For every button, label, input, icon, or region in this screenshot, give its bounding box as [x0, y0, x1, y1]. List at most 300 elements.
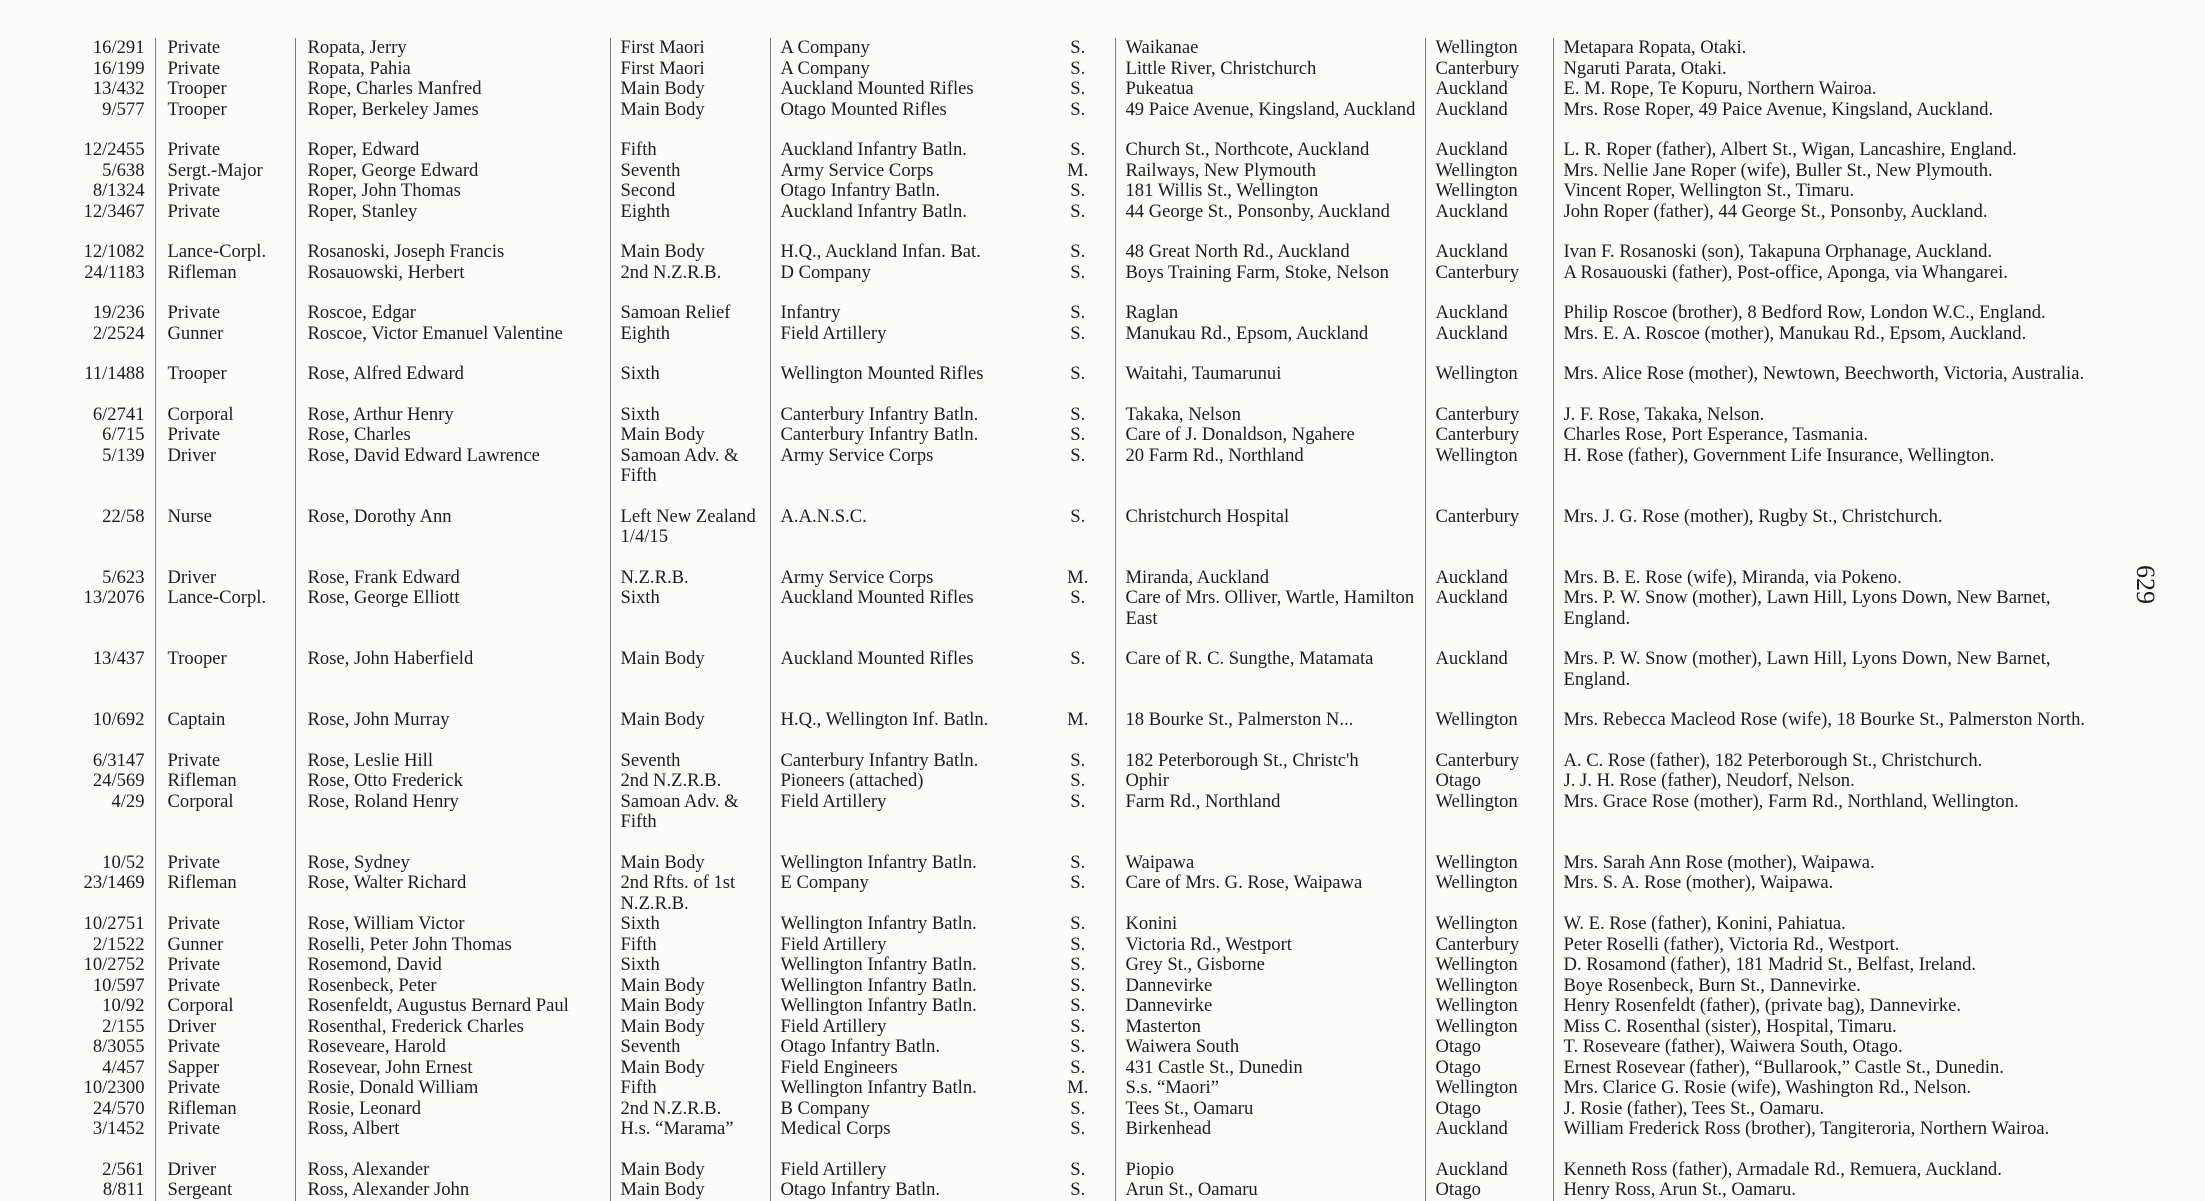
unit: B Company — [770, 1099, 1045, 1120]
soldier-name: Roper, Berkeley James — [295, 100, 610, 121]
rank: Private — [155, 955, 295, 976]
embarkation-unit: Samoan Adv. & Fifth — [610, 446, 770, 487]
rank: Rifleman — [155, 771, 295, 792]
last-address: 49 Paice Avenue, Kingsland, Auckland — [1115, 100, 1425, 121]
next-of-kin: J. J. H. Rose (father), Neudorf, Nelson. — [1553, 771, 2113, 792]
last-address: 181 Willis St., Wellington — [1115, 181, 1425, 202]
district: Wellington — [1425, 792, 1553, 833]
district: Canterbury — [1425, 425, 1553, 446]
soldier-name: Ropata, Jerry — [295, 38, 610, 59]
service-number: 12/3467 — [83, 201, 145, 222]
marital-status: S. — [1070, 262, 1086, 283]
roll-row — [55, 914, 2113, 935]
marital-status: S. — [1070, 445, 1086, 466]
marital-status: S. — [1070, 505, 1086, 527]
service-number: 5/623 — [102, 566, 145, 588]
soldier-name: Rosemond, David — [295, 955, 610, 976]
unit: Medical Corps — [770, 1119, 1045, 1140]
embarkation-unit: First Maori — [610, 38, 770, 59]
roll-row — [55, 996, 2113, 1017]
rank: Private — [155, 976, 295, 997]
marital-status: S. — [1070, 201, 1086, 222]
service-number: 2/2524 — [92, 323, 145, 344]
service-number: 2/1522 — [92, 934, 145, 955]
last-address: Raglan — [1115, 283, 1425, 324]
rank: Sergeant — [155, 1180, 295, 1201]
embarkation-unit: 2nd N.Z.R.B. — [610, 263, 770, 284]
roll-row — [55, 1119, 2113, 1140]
roll-row — [55, 79, 2113, 100]
last-address: Waiwera South — [1115, 1037, 1425, 1058]
roll-row — [55, 120, 2113, 161]
soldier-name: Rosenthal, Frederick Charles — [295, 1017, 610, 1038]
service-number: 6/2741 — [92, 403, 145, 425]
unit: Wellington Infantry Batln. — [770, 914, 1045, 935]
roll-body — [55, 38, 2113, 1201]
rank: Corporal — [155, 996, 295, 1017]
rank: Private — [155, 59, 295, 80]
district: Auckland — [1425, 629, 1553, 690]
district: Canterbury — [1425, 59, 1553, 80]
marital-status: S. — [1070, 1158, 1086, 1180]
last-address: Railways, New Plymouth — [1115, 161, 1425, 182]
rank: Driver — [155, 1017, 295, 1038]
embarkation-unit: Eighth — [610, 324, 770, 345]
last-address: Victoria Rd., Westport — [1115, 935, 1425, 956]
next-of-kin: Metapara Ropata, Otaki. — [1553, 38, 2113, 59]
service-number: 10/597 — [92, 975, 145, 996]
next-of-kin: H. Rose (father), Government Life Insurance, Wellington. — [1553, 446, 2113, 487]
marital-status: S. — [1070, 749, 1086, 771]
roll-row — [55, 1099, 2113, 1120]
rank: Sapper — [155, 1058, 295, 1079]
roll-row — [55, 222, 2113, 263]
district: Canterbury — [1425, 263, 1553, 284]
district: Canterbury — [1425, 935, 1553, 956]
next-of-kin: Henry Rosenfeldt (father), (private bag), Dannevirke. — [1553, 996, 2113, 1017]
roll-row — [55, 1017, 2113, 1038]
next-of-kin: Mrs. Rebecca Macleod Rose (wife), 18 Bourke St., Palmerston North. — [1553, 690, 2113, 731]
unit: Wellington Infantry Batln. — [770, 996, 1045, 1017]
marital-status: S. — [1070, 851, 1086, 873]
last-address: Takaka, Nelson — [1115, 385, 1425, 426]
soldier-name: Ropata, Pahia — [295, 59, 610, 80]
roll-row — [55, 487, 2113, 548]
soldier-name: Rose, Roland Henry — [295, 792, 610, 833]
embarkation-unit: Main Body — [610, 1017, 770, 1038]
service-number: 19/236 — [92, 302, 145, 323]
page-number: 629 — [2131, 565, 2160, 604]
last-address: Ophir — [1115, 771, 1425, 792]
last-address: Care of J. Donaldson, Ngahere — [1115, 425, 1425, 446]
embarkation-unit: Samoan Adv. & Fifth — [610, 792, 770, 833]
last-address: Farm Rd., Northland — [1115, 792, 1425, 833]
roll-row — [55, 202, 2113, 223]
roll-row — [55, 385, 2113, 426]
marital-status: S. — [1070, 873, 1086, 893]
last-address: Care of Mrs. G. Rose, Waipawa — [1115, 873, 1425, 914]
soldier-name: Rosanoski, Joseph Francis — [295, 222, 610, 263]
soldier-name: Roseveare, Harold — [295, 1037, 610, 1058]
embarkation-unit: H.s. “Marama” — [610, 1119, 770, 1140]
district: Wellington — [1425, 446, 1553, 487]
rank: Driver — [155, 1140, 295, 1181]
last-address: Waipawa — [1115, 833, 1425, 874]
embarkation-unit: Eighth — [610, 202, 770, 223]
last-address: Boys Training Farm, Stoke, Nelson — [1115, 263, 1425, 284]
district: Auckland — [1425, 324, 1553, 345]
roll-row — [55, 873, 2113, 914]
marital-status: S. — [1070, 323, 1086, 344]
soldier-name: Rosie, Donald William — [295, 1078, 610, 1099]
rank: Nurse — [155, 487, 295, 548]
next-of-kin: Ernest Rosevear (father), “Bullarook,” Castle St., Dunedin. — [1553, 1058, 2113, 1079]
marital-status: S. — [1070, 38, 1086, 58]
roll-row — [55, 263, 2113, 284]
unit: H.Q., Auckland Infan. Bat. — [770, 222, 1045, 263]
rank: Private — [155, 1037, 295, 1058]
embarkation-unit: Main Body — [610, 1058, 770, 1079]
roll-row — [55, 344, 2113, 385]
service-number: 10/2751 — [83, 914, 145, 934]
district: Otago — [1425, 1180, 1553, 1201]
district: Auckland — [1425, 283, 1553, 324]
district: Auckland — [1425, 222, 1553, 263]
roll-row — [55, 446, 2113, 487]
marital-status: M. — [1067, 566, 1089, 588]
soldier-name: Rose, Sydney — [295, 833, 610, 874]
soldier-name: Rose, Charles — [295, 425, 610, 446]
last-address: Dannevirke — [1115, 976, 1425, 997]
soldier-name: Rose, John Haberfield — [295, 629, 610, 690]
embarkation-unit: Left New Zealand 1/4/15 — [610, 487, 770, 548]
last-address: Piopio — [1115, 1140, 1425, 1181]
roll-row — [55, 59, 2113, 80]
soldier-name: Roper, John Thomas — [295, 181, 610, 202]
unit: Field Artillery — [770, 324, 1045, 345]
last-address: 431 Castle St., Dunedin — [1115, 1058, 1425, 1079]
marital-status: S. — [1070, 955, 1086, 975]
district: Auckland — [1425, 79, 1553, 100]
next-of-kin: A Rosauouski (father), Post-office, Aponga, via Whangarei. — [1553, 263, 2113, 284]
rank: Private — [155, 181, 295, 202]
next-of-kin: W. E. Rose (father), Konini, Pahiatua. — [1553, 914, 2113, 935]
embarkation-unit: Second — [610, 181, 770, 202]
service-number: 10/2300 — [83, 1078, 145, 1098]
soldier-name: Roper, George Edward — [295, 161, 610, 182]
unit: H.Q., Wellington Inf. Batln. — [770, 690, 1045, 731]
last-address: 182 Peterborough St., Christc'h — [1115, 731, 1425, 772]
unit: D Company — [770, 263, 1045, 284]
nominal-roll-table — [55, 38, 2113, 1201]
roll-row — [55, 425, 2113, 446]
embarkation-unit: 2nd Rfts. of 1st N.Z.R.B. — [610, 873, 770, 914]
unit: Pioneers (attached) — [770, 771, 1045, 792]
next-of-kin: Charles Rose, Port Esperance, Tasmania. — [1553, 425, 2113, 446]
rank: Rifleman — [155, 263, 295, 284]
soldier-name: Ross, Alexander — [295, 1140, 610, 1181]
marital-status: S. — [1070, 648, 1086, 669]
marital-status: S. — [1070, 403, 1086, 425]
district: Otago — [1425, 1037, 1553, 1058]
last-address: Manukau Rd., Epsom, Auckland — [1115, 324, 1425, 345]
service-number: 5/638 — [102, 160, 145, 181]
rank: Lance-Corpl. — [155, 588, 295, 629]
embarkation-unit: Main Body — [610, 976, 770, 997]
next-of-kin: Henry Ross, Arun St., Oamaru. — [1553, 1180, 2113, 1201]
embarkation-unit: Seventh — [610, 161, 770, 182]
embarkation-unit: Main Body — [610, 1180, 770, 1201]
service-number: 10/2752 — [83, 955, 145, 975]
rank: Trooper — [155, 79, 295, 100]
district: Otago — [1425, 771, 1553, 792]
district: Auckland — [1425, 1140, 1553, 1181]
rank: Trooper — [155, 629, 295, 690]
service-number: 24/1183 — [84, 262, 145, 283]
marital-status: S. — [1070, 99, 1086, 120]
soldier-name: Ross, Albert — [295, 1119, 610, 1140]
soldier-name: Roper, Edward — [295, 120, 610, 161]
next-of-kin: Mrs. Clarice G. Rosie (wife), Washington Rd., Nelson. — [1553, 1078, 2113, 1099]
unit: Wellington Mounted Rifles — [770, 344, 1045, 385]
marital-status: S. — [1070, 302, 1086, 323]
marital-status: S. — [1070, 181, 1086, 201]
service-number: 12/1082 — [83, 241, 145, 262]
soldier-name: Rose, George Elliott — [295, 588, 610, 629]
district: Canterbury — [1425, 731, 1553, 772]
rank: Captain — [155, 690, 295, 731]
service-number: 22/58 — [102, 505, 145, 527]
embarkation-unit: Fifth — [610, 120, 770, 161]
soldier-name: Rosie, Leonard — [295, 1099, 610, 1120]
embarkation-unit: Sixth — [610, 344, 770, 385]
embarkation-unit: N.Z.R.B. — [610, 548, 770, 589]
next-of-kin: Mrs. P. W. Snow (mother), Lawn Hill, Lyons Down, New Barnet, England. — [1553, 588, 2113, 629]
service-number: 10/692 — [92, 709, 145, 730]
roll-row — [55, 1140, 2113, 1181]
soldier-name: Rose, Otto Frederick — [295, 771, 610, 792]
district: Wellington — [1425, 976, 1553, 997]
marital-status: S. — [1070, 1037, 1086, 1057]
last-address: Konini — [1115, 914, 1425, 935]
district: Wellington — [1425, 873, 1553, 914]
unit: Auckland Infantry Batln. — [770, 202, 1045, 223]
soldier-name: Roscoe, Edgar — [295, 283, 610, 324]
embarkation-unit: 2nd N.Z.R.B. — [610, 1099, 770, 1120]
district: Canterbury — [1425, 385, 1553, 426]
service-number: 10/92 — [102, 996, 145, 1016]
marital-status: S. — [1070, 1180, 1086, 1200]
next-of-kin: Kenneth Ross (father), Armadale Rd., Remuera, Auckland. — [1553, 1140, 2113, 1181]
soldier-name: Rose, William Victor — [295, 914, 610, 935]
roll-row — [55, 100, 2113, 121]
roll-row — [55, 324, 2113, 345]
last-address: S.s. “Maori” — [1115, 1078, 1425, 1099]
unit: Army Service Corps — [770, 161, 1045, 182]
soldier-name: Rosenbeck, Peter — [295, 976, 610, 997]
roll-row — [55, 1078, 2113, 1099]
unit: Army Service Corps — [770, 446, 1045, 487]
rank: Sergt.-Major — [155, 161, 295, 182]
unit: Otago Infantry Batln. — [770, 181, 1045, 202]
marital-status: S. — [1070, 791, 1086, 812]
rank: Driver — [155, 548, 295, 589]
rank: Private — [155, 120, 295, 161]
district: Auckland — [1425, 120, 1553, 161]
last-address: Christchurch Hospital — [1115, 487, 1425, 548]
soldier-name: Rose, Leslie Hill — [295, 731, 610, 772]
unit: Wellington Infantry Batln. — [770, 1078, 1045, 1099]
roll-row — [55, 976, 2113, 997]
next-of-kin: E. M. Rope, Te Kopuru, Northern Wairoa. — [1553, 79, 2113, 100]
next-of-kin: L. R. Roper (father), Albert St., Wigan, Lancashire, England. — [1553, 120, 2113, 161]
next-of-kin: Mrs. Grace Rose (mother), Farm Rd., Northland, Wellington. — [1553, 792, 2113, 833]
service-number: 4/457 — [102, 1057, 145, 1078]
rank: Corporal — [155, 385, 295, 426]
unit: Wellington Infantry Batln. — [770, 976, 1045, 997]
last-address: Waitahi, Taumarunui — [1115, 344, 1425, 385]
next-of-kin: Mrs. P. W. Snow (mother), Lawn Hill, Lyons Down, New Barnet, England. — [1553, 629, 2113, 690]
service-number: 3/1452 — [92, 1119, 145, 1139]
unit: Field Artillery — [770, 1140, 1045, 1181]
service-number: 23/1469 — [83, 873, 145, 893]
embarkation-unit: Main Body — [610, 425, 770, 446]
rank: Gunner — [155, 324, 295, 345]
unit: Wellington Infantry Batln. — [770, 833, 1045, 874]
unit: A.A.N.S.C. — [770, 487, 1045, 548]
roll-row — [55, 955, 2113, 976]
service-number: 6/3147 — [92, 749, 145, 771]
service-number: 24/570 — [92, 1098, 145, 1119]
unit: Field Artillery — [770, 792, 1045, 833]
district: Auckland — [1425, 548, 1553, 589]
soldier-name: Rosevear, John Ernest — [295, 1058, 610, 1079]
unit: A Company — [770, 59, 1045, 80]
marital-status: S. — [1070, 241, 1086, 262]
district: Wellington — [1425, 914, 1553, 935]
roll-row — [55, 1058, 2113, 1079]
rank: Rifleman — [155, 1099, 295, 1120]
roll-row — [55, 283, 2113, 324]
soldier-name: Rose, John Murray — [295, 690, 610, 731]
district: Wellington — [1425, 181, 1553, 202]
roll-row — [55, 161, 2113, 182]
rank: Gunner — [155, 935, 295, 956]
service-number: 2/155 — [102, 1016, 145, 1037]
marital-status: S. — [1070, 139, 1086, 160]
service-number: 2/561 — [102, 1158, 145, 1180]
next-of-kin: Vincent Roper, Wellington St., Timaru. — [1553, 181, 2113, 202]
service-number: 12/2455 — [83, 139, 145, 160]
embarkation-unit: Main Body — [610, 690, 770, 731]
rank: Private — [155, 731, 295, 772]
last-address: Grey St., Gisborne — [1115, 955, 1425, 976]
roll-row — [55, 792, 2113, 833]
roll-row — [55, 833, 2113, 874]
next-of-kin: Mrs. Nellie Jane Roper (wife), Buller St., New Plymouth. — [1553, 161, 2113, 182]
roll-row — [55, 629, 2113, 690]
roll-row — [55, 548, 2113, 589]
marital-status: S. — [1070, 975, 1086, 996]
district: Otago — [1425, 1099, 1553, 1120]
district: Otago — [1425, 1058, 1553, 1079]
district: Wellington — [1425, 344, 1553, 385]
roll-row — [55, 690, 2113, 731]
unit: Canterbury Infantry Batln. — [770, 425, 1045, 446]
service-number: 13/437 — [92, 648, 145, 669]
next-of-kin: Peter Roselli (father), Victoria Rd., Westport. — [1553, 935, 2113, 956]
embarkation-unit: Main Body — [610, 100, 770, 121]
marital-status: S. — [1070, 1119, 1086, 1139]
service-number: 13/432 — [92, 79, 145, 99]
marital-status: S. — [1070, 934, 1086, 955]
district: Auckland — [1425, 100, 1553, 121]
unit: Wellington Infantry Batln. — [770, 955, 1045, 976]
soldier-name: Rosauowski, Herbert — [295, 263, 610, 284]
rank: Private — [155, 38, 295, 59]
embarkation-unit: Main Body — [610, 222, 770, 263]
service-number: 9/577 — [102, 99, 145, 120]
service-number: 6/715 — [102, 425, 145, 445]
marital-status: M. — [1067, 160, 1089, 181]
next-of-kin: Miss C. Rosenthal (sister), Hospital, Timaru. — [1553, 1017, 2113, 1038]
next-of-kin: A. C. Rose (father), 182 Peterborough St., Christchurch. — [1553, 731, 2113, 772]
embarkation-unit: Samoan Relief — [610, 283, 770, 324]
rank: Corporal — [155, 792, 295, 833]
soldier-name: Ross, Alexander John — [295, 1180, 610, 1201]
district: Canterbury — [1425, 487, 1553, 548]
soldier-name: Rose, Walter Richard — [295, 873, 610, 914]
roll-row — [55, 771, 2113, 792]
last-address: 48 Great North Rd., Auckland — [1115, 222, 1425, 263]
next-of-kin: J. Rosie (father), Tees St., Oamaru. — [1553, 1099, 2113, 1120]
last-address: Birkenhead — [1115, 1119, 1425, 1140]
next-of-kin: Mrs. J. G. Rose (mother), Rugby St., Christchurch. — [1553, 487, 2113, 548]
embarkation-unit: First Maori — [610, 59, 770, 80]
district: Wellington — [1425, 833, 1553, 874]
last-address: Care of Mrs. Olliver, Wartle, Hamilton East — [1115, 588, 1425, 629]
next-of-kin: John Roper (father), 44 George St., Ponsonby, Auckland. — [1553, 202, 2113, 223]
last-address: Dannevirke — [1115, 996, 1425, 1017]
unit: Otago Infantry Batln. — [770, 1180, 1045, 1201]
rank: Lance-Corpl. — [155, 222, 295, 263]
last-address: Arun St., Oamaru — [1115, 1180, 1425, 1201]
next-of-kin: Mrs. Sarah Ann Rose (mother), Waipawa. — [1553, 833, 2113, 874]
embarkation-unit: Sixth — [610, 588, 770, 629]
marital-status: S. — [1070, 996, 1086, 1016]
embarkation-unit: Seventh — [610, 731, 770, 772]
next-of-kin: Mrs. Rose Roper, 49 Paice Avenue, Kingsland, Auckland. — [1553, 100, 2113, 121]
marital-status: S. — [1070, 1016, 1086, 1037]
unit: Canterbury Infantry Batln. — [770, 731, 1045, 772]
next-of-kin: Mrs. B. E. Rose (wife), Miranda, via Pokeno. — [1553, 548, 2113, 589]
next-of-kin: Boye Rosenbeck, Burn St., Dannevirke. — [1553, 976, 2113, 997]
service-number: 5/139 — [102, 445, 145, 466]
last-address: Miranda, Auckland — [1115, 548, 1425, 589]
service-number: 13/2076 — [83, 588, 145, 608]
rank: Private — [155, 425, 295, 446]
next-of-kin: T. Roseveare (father), Waiwera South, Otago. — [1553, 1037, 2113, 1058]
rank: Private — [155, 1119, 295, 1140]
unit: Auckland Mounted Rifles — [770, 588, 1045, 629]
embarkation-unit: Main Body — [610, 1140, 770, 1181]
district: Wellington — [1425, 161, 1553, 182]
district: Wellington — [1425, 955, 1553, 976]
embarkation-unit: Main Body — [610, 629, 770, 690]
district: Auckland — [1425, 588, 1553, 629]
service-number: 4/29 — [111, 791, 145, 812]
rank: Private — [155, 833, 295, 874]
